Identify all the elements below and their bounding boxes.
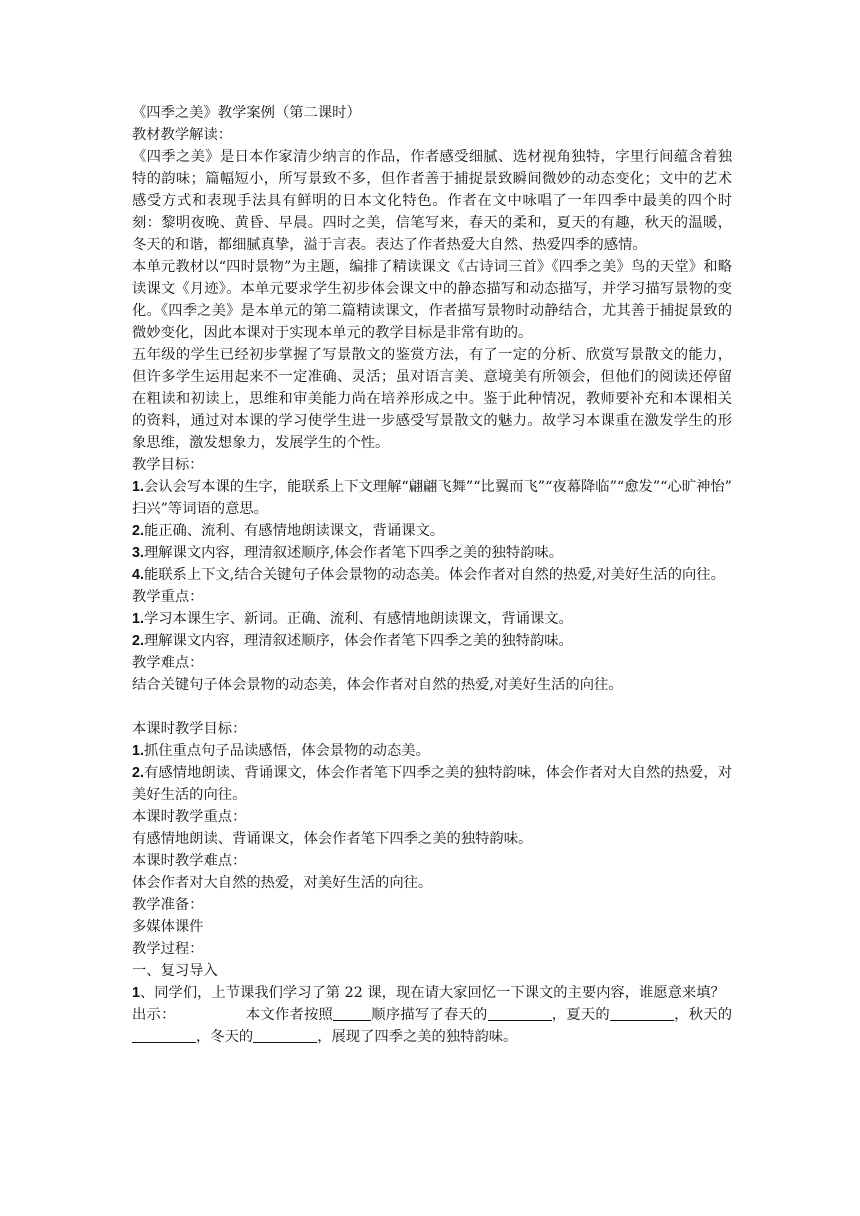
- goal-item-2: 2.能正确、流利、有感情地朗读课文，背诵课文。: [132, 523, 445, 539]
- prep-heading: 教学准备：: [132, 897, 204, 913]
- fill-lead: 出示：: [132, 1007, 176, 1023]
- lesson-goal-item-1: 1.抓住重点句子品读感悟，体会景物的动态美。: [132, 743, 430, 759]
- lesson-difficult-text: 体会作者对大自然的热爱，对美好生活的向往。: [132, 875, 433, 891]
- fill-blank-spring: [488, 1005, 552, 1021]
- fill-in-exercise: 出示： 本文作者按照 顺序描写了春天的 ，夏天的 ，秋天的，冬天的 ，展现了四季之美的独特韵味。: [132, 1007, 733, 1045]
- difficult-text: 结合关键句子体会景物的动态美，体会作者对自然的热爱,对美好生活的向往。: [132, 677, 623, 693]
- lesson-goals-heading: 本课时教学目标：: [132, 721, 247, 737]
- lesson-key-text: 有感情地朗读、背诵课文，体会作者笔下四季之美的独特韵味。: [132, 831, 533, 847]
- lesson-goal-item-2: 2.有感情地朗读、背诵课文，体会作者笔下四季之美的独特韵味，体会作者对大自然的热爱，对美好生活的向往。: [132, 765, 732, 803]
- analysis-paragraph-2: 本单元教材以“四时景物”为主题，编排了精读课文《古诗词三首》《四季之美》鸟的天堂》和略读课文《月迹》。本单元要求学生初步体会课文中的静态描写和动态描写，并学习描写景物的变化。《四季之美》是本单元的第二篇精读课文，作者描写景物时动静结合，尤其善于捕捉景致的微妙变化，因此本课对于实现本单元的教学目标是非常有助的。: [132, 259, 732, 341]
- analysis-heading: 教材教学解读：: [132, 127, 233, 143]
- fill-blank-autumn: [132, 1027, 196, 1043]
- difficult-heading: 教学难点：: [132, 655, 204, 671]
- fill-blank-winter: [253, 1027, 317, 1043]
- analysis-paragraph-3: 五年级的学生已经初步掌握了写景散文的鉴赏方法，有了一定的分析、欣赏写景散文的能力，但许多学生运用起来不一定准确、灵活；虽对语言美、意境美有所领会，但他们的阅读还停留在粗读和初读上，思维和审美能力尚在培养形成之中。鉴于此种情况，教师要补充和本课相关的资料，通过对本课的学习使学生进一步感受写景散文的魅力。故学习本课重在激发学生的形象思维，激发想象力，发展学生的个性。: [132, 347, 732, 451]
- lesson-difficult-heading: 本课时教学难点：: [132, 853, 247, 869]
- lesson-key-heading: 本课时教学重点：: [132, 809, 247, 825]
- blank-line: [132, 696, 732, 718]
- goal-item-4: 4.能联系上下文,结合关键句子体会景物的动态美。体会作者对自然的热爱,对美好生活的向往。: [132, 567, 725, 583]
- process-question-1: 1、同学们，上节课我们学习了第 22 课，现在请大家回忆一下课文的主要内容，谁愿意来填？: [132, 985, 725, 1001]
- process-heading: 教学过程：: [132, 941, 204, 957]
- fill-blank-summer: [610, 1005, 674, 1021]
- analysis-paragraph-1: 《四季之美》是日本作家清少纳言的作品，作者感受细腻、选材视角独特，字里行间蕴含着独特的韵味；篇幅短小，所写景致不多，但作者善于捕捉景致瞬间微妙的动态变化；文中的艺术感受方式和表现手法具有鲜明的日本文化特色。作者在文中咏唱了一年四季中最美的四个时刻：黎明夜晚、黄昏、早晨。四时之美，信笔写来，春天的柔和，夏天的有趣，秋天的温暖，冬天的和谐，都细腻真挚，溢于言表。表达了作者热爱大自然、热爱四季的感情。: [132, 149, 732, 253]
- goal-item-1: 1.会认会写本课的生字，能联系上下文理解“翩翩飞舞”“比翼而飞”“夜幕降临”“愈发”“心旷神怡” 扫兴”等词语的意思。: [132, 479, 732, 517]
- key-heading: 教学重点：: [132, 589, 204, 605]
- goal-item-3: 3.理解课文内容，理清叙述顺序,体会作者笔下四季之美的独特韵味。: [132, 545, 564, 561]
- key-item-1: 1.学习本课生字、新词。正确、流利、有感情地朗读课文，背诵课文。: [132, 611, 573, 627]
- process-step-1-heading: 一、复习导入: [132, 963, 218, 979]
- document-title: 《四季之美》教学案例（第二课时）: [132, 105, 361, 121]
- document-page: [132, 102, 732, 1048]
- prep-text: 多媒体课件: [132, 919, 204, 935]
- goals-heading: 教学目标：: [132, 457, 204, 473]
- key-item-2: 2.理解课文内容，理清叙述顺序，体会作者笔下四季之美的独特韵味。: [132, 633, 573, 649]
- fill-blank-order: [333, 1005, 371, 1021]
